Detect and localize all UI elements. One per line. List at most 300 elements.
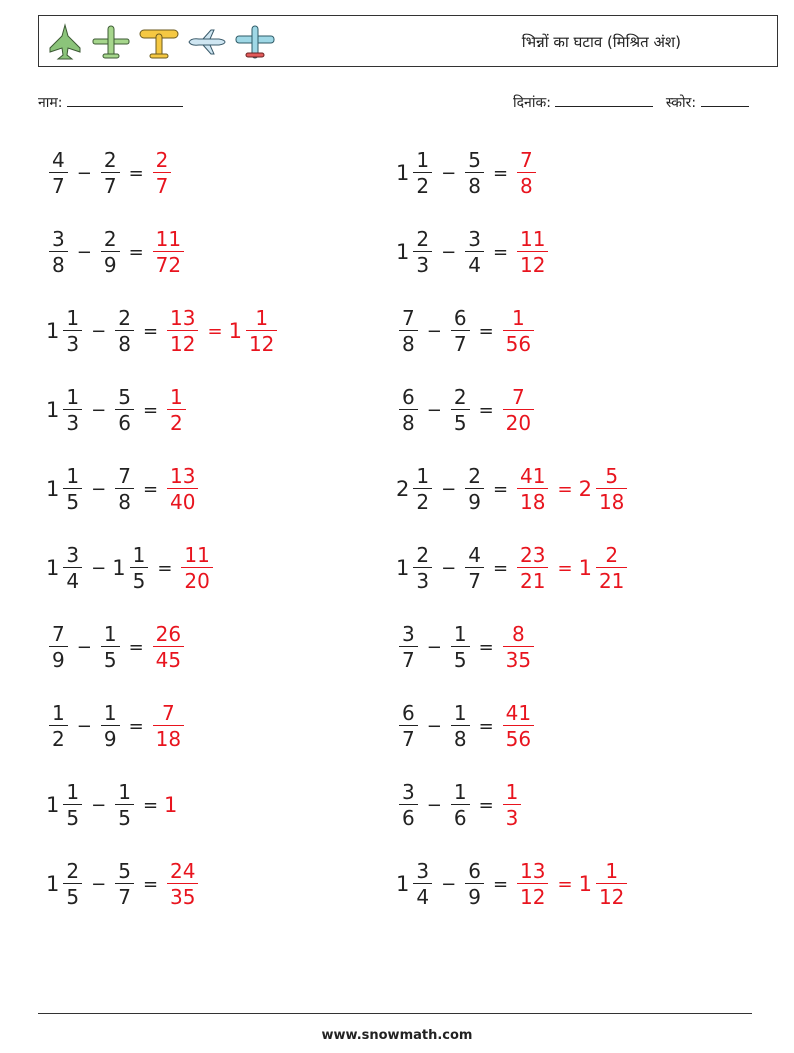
mixed-number <box>164 387 189 433</box>
mixed-number <box>98 229 123 275</box>
mixed-number <box>46 387 85 433</box>
numerator: 7 <box>512 385 525 409</box>
denominator: 4 <box>465 251 484 275</box>
mixed-number <box>500 308 537 354</box>
denominator: 3 <box>63 409 82 433</box>
minus-sign: − <box>91 478 107 500</box>
numerator: 2 <box>103 227 117 251</box>
fraction <box>517 861 548 907</box>
fraction <box>167 308 198 354</box>
minus-sign: − <box>441 241 457 263</box>
denominator: 12 <box>246 330 277 354</box>
numerator: 2 <box>453 385 467 409</box>
equals-sign: = <box>142 478 159 500</box>
whole-part: 1 <box>46 319 60 343</box>
denominator: 18 <box>596 488 627 512</box>
numerator: 1 <box>605 859 619 883</box>
numerator: 2 <box>416 543 430 567</box>
fraction <box>115 861 134 907</box>
equals-sign: = <box>128 241 144 263</box>
fraction <box>153 624 184 670</box>
mixed-number <box>150 624 187 670</box>
fraction <box>63 308 82 354</box>
whole-part: 2 <box>396 477 410 501</box>
footer-divider <box>38 1013 752 1014</box>
mixed-number <box>164 861 201 907</box>
numerator: 1 <box>118 780 131 804</box>
fraction <box>451 624 470 670</box>
denominator: 8 <box>115 330 134 354</box>
minus-sign: − <box>441 557 457 579</box>
denominator: 4 <box>63 567 82 591</box>
equals-sign: = <box>492 873 509 895</box>
denominator: 12 <box>517 883 548 907</box>
mixed-number <box>462 466 487 512</box>
denominator: 12 <box>596 883 627 907</box>
minus-sign: − <box>426 399 442 421</box>
denominator: 35 <box>167 883 198 907</box>
denominator: 7 <box>451 330 470 354</box>
fraction <box>101 229 120 275</box>
denominator: 6 <box>399 804 418 828</box>
denominator: 3 <box>503 804 522 828</box>
denominator: 20 <box>503 409 534 433</box>
minus-sign: − <box>76 636 92 658</box>
problem-5 <box>46 302 280 360</box>
denominator: 35 <box>503 646 534 670</box>
header-box <box>38 15 778 67</box>
fraction <box>503 703 534 749</box>
equals-sign: = <box>478 636 494 658</box>
denominator: 21 <box>517 567 548 591</box>
fraction <box>451 387 470 433</box>
whole-part: 1 <box>396 556 410 580</box>
equals-sign: = <box>207 320 223 342</box>
mixed-number <box>112 387 137 433</box>
numerator: 1 <box>512 306 525 330</box>
fraction <box>517 150 536 196</box>
problem-14 <box>396 618 537 676</box>
mixed-number <box>46 624 71 670</box>
equals-sign: = <box>142 320 159 342</box>
numerator: 23 <box>520 543 546 567</box>
denominator: 8 <box>399 330 418 354</box>
denominator: 4 <box>413 883 432 907</box>
denominator: 3 <box>413 567 432 591</box>
mixed-number <box>396 150 435 196</box>
mixed-number <box>46 150 71 196</box>
numerator: 7 <box>520 148 533 172</box>
denominator: 2 <box>167 409 186 433</box>
equals-sign: = <box>142 794 159 816</box>
denominator: 5 <box>63 488 82 512</box>
numerator: 24 <box>170 859 196 883</box>
minus-sign: − <box>91 873 107 895</box>
equals-sign: = <box>492 241 509 263</box>
mixed-number <box>396 703 421 749</box>
problem-15 <box>46 697 187 755</box>
denominator: 7 <box>101 172 120 196</box>
mixed-number <box>112 545 151 591</box>
date-label: दिनांक: <box>513 95 551 111</box>
equals-sign: = <box>157 557 173 579</box>
mixed-number <box>46 229 71 275</box>
fraction <box>503 308 534 354</box>
minus-sign: − <box>441 478 457 500</box>
numerator: 2 <box>118 306 131 330</box>
numerator: 1 <box>453 622 467 646</box>
minus-sign: − <box>441 162 457 184</box>
fraction <box>63 387 82 433</box>
denominator: 9 <box>101 251 120 275</box>
denominator: 9 <box>49 646 68 670</box>
equals-sign: = <box>142 399 159 421</box>
numerator: 1 <box>66 385 80 409</box>
denominator: 18 <box>517 488 548 512</box>
whole-part: 1 <box>396 240 410 264</box>
denominator: 3 <box>63 330 82 354</box>
numerator: 2 <box>468 464 481 488</box>
numerator: 2 <box>66 859 80 883</box>
whole-part: 1 <box>46 398 60 422</box>
mixed-number <box>579 861 631 907</box>
equals-sign: = <box>557 478 573 500</box>
denominator: 12 <box>517 251 548 275</box>
numerator: 8 <box>512 622 525 646</box>
minus-sign: − <box>441 873 457 895</box>
mixed-number <box>112 308 137 354</box>
minus-sign: − <box>426 715 442 737</box>
mixed-number <box>396 624 421 670</box>
denominator: 7 <box>49 172 68 196</box>
numerator: 1 <box>103 622 117 646</box>
mixed-number <box>46 308 85 354</box>
propeller-plane-icon <box>89 22 133 62</box>
numerator: 7 <box>118 464 131 488</box>
mixed-number <box>396 308 421 354</box>
numerator: 2 <box>155 148 169 172</box>
equals-sign: = <box>557 873 573 895</box>
fraction <box>399 387 418 433</box>
mixed-number <box>46 782 85 828</box>
problem-6 <box>396 302 537 360</box>
whole-part: 1 <box>112 556 126 580</box>
denominator: 8 <box>49 251 68 275</box>
mixed-number <box>462 150 487 196</box>
fraction <box>503 782 522 828</box>
mixed-number <box>396 387 421 433</box>
mixed-number <box>462 545 487 591</box>
date-score-line <box>513 93 749 112</box>
whole-part: 1 <box>46 872 60 896</box>
mixed-number <box>579 466 631 512</box>
equals-sign: = <box>478 320 494 342</box>
denominator: 21 <box>596 567 627 591</box>
numerator: 1 <box>66 306 80 330</box>
mixed-number <box>112 782 137 828</box>
fraction <box>101 150 120 196</box>
denominator: 5 <box>63 804 82 828</box>
fighter-jet-icon <box>45 22 85 62</box>
fraction <box>399 624 418 670</box>
biplane-icon <box>137 22 181 62</box>
minus-sign: − <box>91 320 107 342</box>
fraction <box>451 782 470 828</box>
problem-9 <box>46 460 201 518</box>
mixed-number <box>46 545 85 591</box>
mixed-number <box>178 545 215 591</box>
fraction <box>465 229 484 275</box>
numerator: 13 <box>520 859 546 883</box>
denominator: 12 <box>167 330 198 354</box>
numerator: 5 <box>118 859 131 883</box>
fraction <box>517 545 548 591</box>
equals-sign: = <box>128 162 144 184</box>
problem-7 <box>46 381 189 439</box>
mixed-number <box>112 861 137 907</box>
problem-18 <box>396 776 524 834</box>
numerator: 6 <box>468 859 481 883</box>
fraction <box>465 545 484 591</box>
denominator: 8 <box>465 172 484 196</box>
denominator: 45 <box>153 646 184 670</box>
numerator: 11 <box>520 227 546 251</box>
problem-19 <box>46 855 201 913</box>
mixed-number <box>396 545 435 591</box>
numerator: 13 <box>170 464 196 488</box>
numerator: 3 <box>402 780 415 804</box>
mixed-number <box>462 861 487 907</box>
equals-sign: = <box>128 715 144 737</box>
numerator: 5 <box>118 385 131 409</box>
fraction <box>49 703 68 749</box>
problem-17 <box>46 776 178 834</box>
problem-4 <box>396 223 551 281</box>
score-blank[interactable] <box>701 94 749 107</box>
mixed-number <box>112 466 137 512</box>
denominator: 8 <box>115 488 134 512</box>
fraction <box>49 229 68 275</box>
mixed-number <box>462 229 487 275</box>
denominator: 5 <box>115 804 134 828</box>
numerator: 1 <box>132 543 146 567</box>
whole-part: 1 <box>46 556 60 580</box>
denominator: 2 <box>49 725 68 749</box>
numerator: 6 <box>402 701 415 725</box>
mixed-number <box>150 703 187 749</box>
equals-sign: = <box>478 715 494 737</box>
fraction <box>465 150 484 196</box>
numerator: 6 <box>402 385 415 409</box>
mixed-number <box>579 545 631 591</box>
problem-10 <box>396 460 630 518</box>
numerator: 7 <box>52 622 65 646</box>
fraction <box>63 466 82 512</box>
fraction <box>167 387 186 433</box>
numerator: 2 <box>103 148 117 172</box>
mixed-number <box>396 861 435 907</box>
equals-sign: = <box>492 162 509 184</box>
mixed-number <box>98 150 123 196</box>
fraction <box>101 703 120 749</box>
denominator: 5 <box>130 567 149 591</box>
fraction <box>153 229 184 275</box>
fraction <box>451 308 470 354</box>
problem-8 <box>396 381 537 439</box>
minus-sign: − <box>76 241 92 263</box>
numerator: 5 <box>468 148 481 172</box>
fraction <box>451 703 470 749</box>
fraction <box>399 703 418 749</box>
numerator: 7 <box>162 701 175 725</box>
mixed-number <box>500 782 525 828</box>
footer-url: www.snowmath.com <box>321 1028 473 1043</box>
mixed-number <box>514 150 539 196</box>
mixed-number <box>229 308 281 354</box>
equals-sign: = <box>492 478 509 500</box>
whole-part: 2 <box>578 477 592 501</box>
denominator: 2 <box>413 172 432 196</box>
fraction <box>596 861 627 907</box>
numerator: 1 <box>170 385 183 409</box>
mixed-number <box>514 466 551 512</box>
equals-sign: = <box>478 794 494 816</box>
numerator: 1 <box>453 780 467 804</box>
minus-sign: − <box>426 636 442 658</box>
mixed-number <box>46 861 85 907</box>
denominator: 40 <box>167 488 198 512</box>
fraction <box>153 703 184 749</box>
problem-1 <box>46 144 174 202</box>
numerator: 11 <box>184 543 210 567</box>
numerator: 1 <box>103 701 117 725</box>
denominator: 56 <box>503 330 534 354</box>
numerator: 1 <box>52 701 65 725</box>
jet-plane-icon <box>233 22 277 62</box>
denominator: 7 <box>399 725 418 749</box>
equals-sign: = <box>557 557 573 579</box>
fraction <box>413 150 432 196</box>
denominator: 5 <box>101 646 120 670</box>
whole-part: 1 <box>228 319 242 343</box>
fraction <box>115 466 134 512</box>
fraction <box>413 861 432 907</box>
fraction <box>167 466 198 512</box>
denominator: 8 <box>399 409 418 433</box>
fraction <box>465 466 484 512</box>
denominator: 7 <box>115 883 134 907</box>
numerator: 1 <box>505 780 519 804</box>
fraction <box>115 782 134 828</box>
worksheet-title: भिन्नों का घटाव (मिश्रित अंश) <box>521 33 681 51</box>
mixed-number <box>448 703 473 749</box>
numerator: 3 <box>66 543 80 567</box>
mixed-number <box>164 466 201 512</box>
minus-sign: − <box>426 320 442 342</box>
denominator: 5 <box>451 646 470 670</box>
numerator: 5 <box>605 464 619 488</box>
denominator: 7 <box>153 172 172 196</box>
header-icons <box>45 22 277 62</box>
fraction <box>596 466 627 512</box>
numerator: 3 <box>52 227 65 251</box>
name-blank[interactable] <box>67 94 183 107</box>
fraction <box>115 387 134 433</box>
numerator: 1 <box>255 306 269 330</box>
numerator: 1 <box>66 780 80 804</box>
numerator: 41 <box>520 464 546 488</box>
fraction <box>399 782 418 828</box>
date-blank[interactable] <box>555 94 653 107</box>
minus-sign: − <box>91 399 107 421</box>
minus-sign: − <box>76 162 92 184</box>
airliner-icon <box>185 22 229 62</box>
equals-sign: = <box>128 636 144 658</box>
minus-sign: − <box>91 794 107 816</box>
numerator: 1 <box>66 464 80 488</box>
mixed-number <box>164 308 201 354</box>
mixed-number <box>396 229 435 275</box>
equals-sign: = <box>478 399 494 421</box>
fraction <box>63 782 82 828</box>
score-label: स्कोर: <box>665 95 697 111</box>
denominator: 2 <box>413 488 432 512</box>
whole-part: 1 <box>578 872 592 896</box>
fraction <box>399 308 418 354</box>
whole-part: 1 <box>578 556 592 580</box>
fraction <box>596 545 627 591</box>
problem-11 <box>46 539 216 597</box>
denominator: 8 <box>451 725 470 749</box>
fraction <box>63 545 82 591</box>
mixed-number <box>448 387 473 433</box>
denominator: 9 <box>465 883 484 907</box>
numerator: 7 <box>402 306 415 330</box>
numerator: 1 <box>416 464 430 488</box>
denominator: 9 <box>101 725 120 749</box>
numerator: 1 <box>453 701 467 725</box>
denominator: 3 <box>413 251 432 275</box>
numerator: 4 <box>468 543 481 567</box>
problem-3 <box>46 223 187 281</box>
mixed-number <box>98 703 123 749</box>
numerator: 2 <box>605 543 619 567</box>
fraction <box>167 861 198 907</box>
numerator: 3 <box>402 622 415 646</box>
problem-13 <box>46 618 187 676</box>
fraction <box>49 150 68 196</box>
whole-part: 1 <box>396 161 410 185</box>
mixed-number <box>448 624 473 670</box>
mixed-number <box>448 782 473 828</box>
fraction <box>413 545 432 591</box>
whole-part: 1 <box>46 477 60 501</box>
fraction <box>503 387 534 433</box>
mixed-number <box>150 229 187 275</box>
minus-sign: − <box>426 794 442 816</box>
fraction <box>503 624 534 670</box>
name-label: नाम: <box>38 95 63 111</box>
fraction <box>181 545 212 591</box>
denominator: 18 <box>153 725 184 749</box>
denominator: 7 <box>399 646 418 670</box>
numerator: 41 <box>505 701 532 725</box>
mixed-number <box>514 861 551 907</box>
fraction <box>517 229 548 275</box>
whole-part: 1 <box>46 793 60 817</box>
mixed-number <box>500 387 537 433</box>
numerator: 6 <box>453 306 467 330</box>
